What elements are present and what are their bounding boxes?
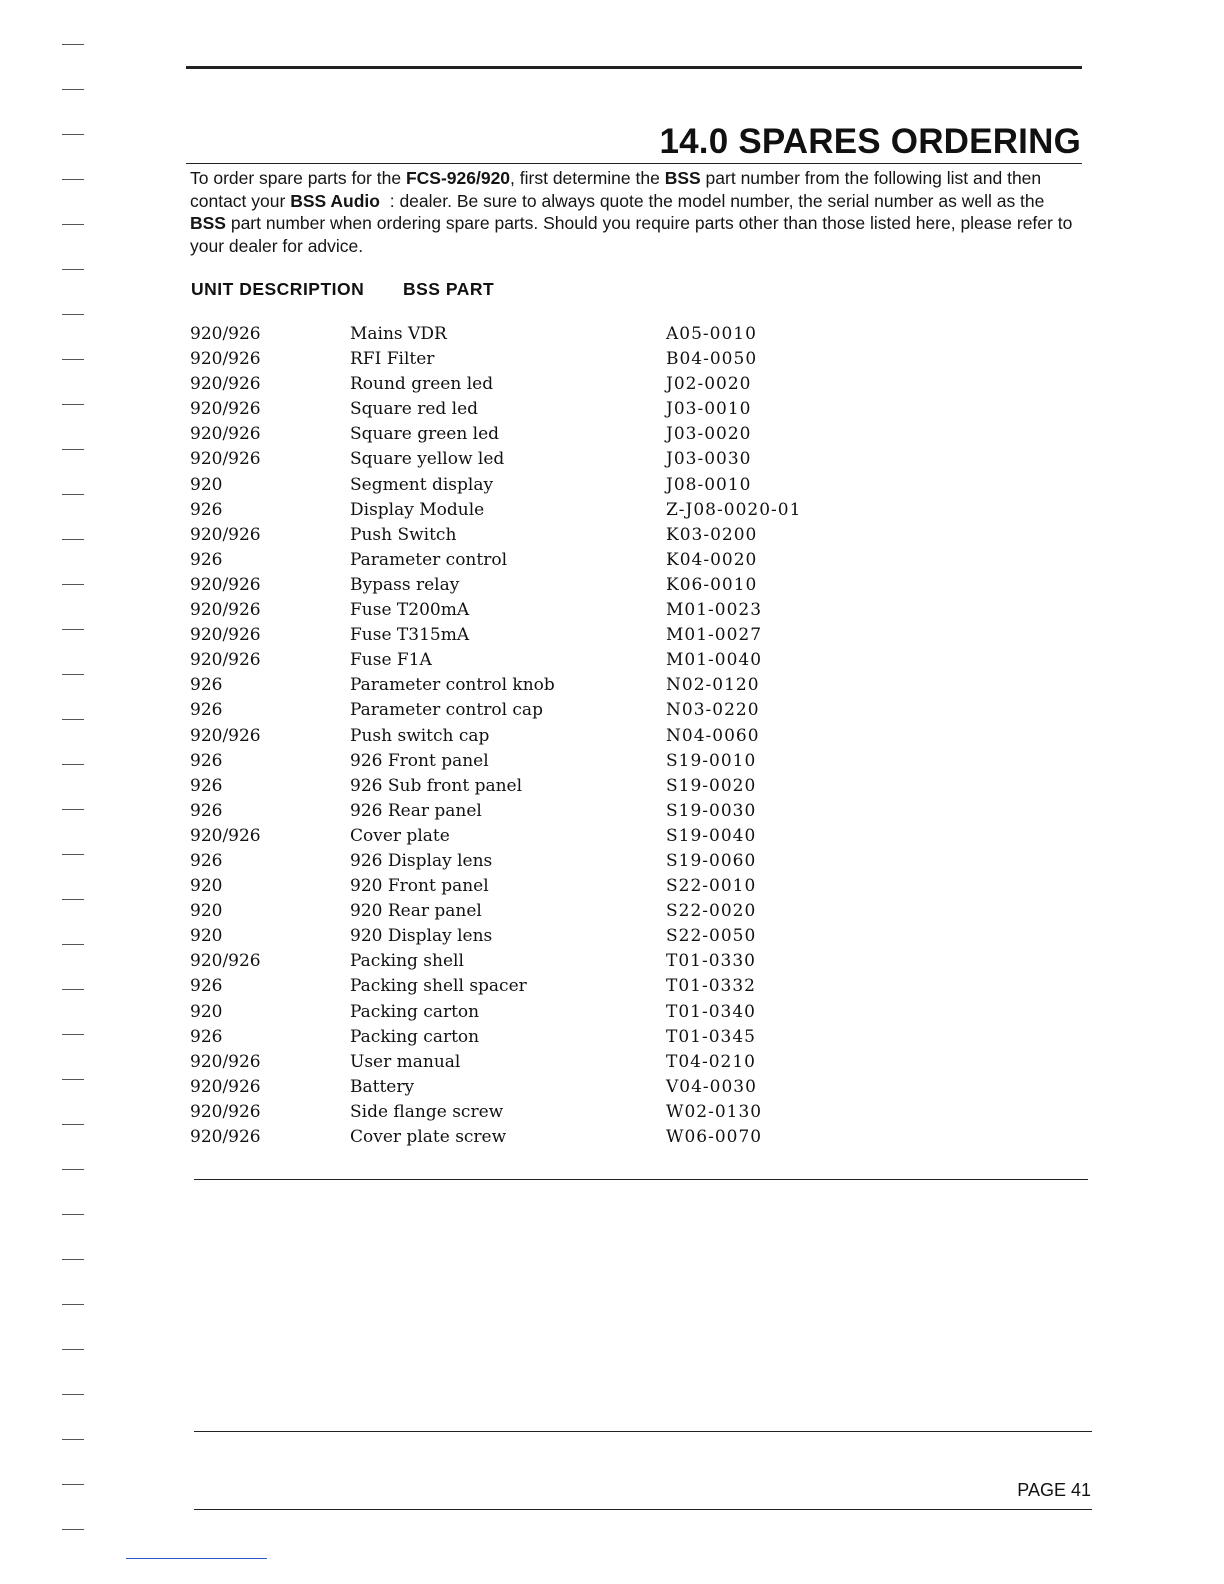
- part-number-cell: K04-0020: [666, 549, 758, 570]
- margin-tick: [62, 1439, 84, 1440]
- unit-cell: 920: [190, 876, 223, 897]
- description-cell: Packing carton: [350, 1001, 480, 1022]
- table-row: [190, 1077, 890, 1102]
- unit-cell: 920/926: [190, 374, 261, 395]
- table-row: [190, 776, 890, 801]
- footer-rule-top: [194, 1431, 1092, 1432]
- margin-tick: [62, 359, 84, 360]
- part-number-cell: J03-0020: [666, 424, 752, 445]
- unit-cell: 920/926: [190, 524, 261, 545]
- part-number-cell: M01-0023: [666, 600, 763, 621]
- table-row: [190, 625, 890, 650]
- table-row: [190, 751, 890, 776]
- description-cell: Battery: [350, 1076, 415, 1097]
- table-row: [190, 324, 890, 349]
- header-unit-description: UNIT DESCRIPTION: [191, 279, 365, 299]
- description-cell: Push switch cap: [350, 725, 490, 746]
- table-row: [190, 575, 890, 600]
- description-cell: Parameter control cap: [350, 700, 543, 721]
- unit-cell: 920/926: [190, 725, 261, 746]
- part-number-cell: T04-0210: [666, 1051, 756, 1072]
- unit-cell: 920/926: [190, 1076, 261, 1097]
- description-cell: Bypass relay: [350, 574, 460, 595]
- part-number-cell: J03-0010: [666, 399, 752, 420]
- section-title: 14.0 SPARES ORDERING: [659, 122, 1081, 161]
- part-number-cell: J08-0010: [666, 474, 752, 495]
- table-row: [190, 650, 890, 675]
- table-row: [190, 826, 890, 851]
- unit-cell: 926: [190, 976, 223, 997]
- unit-cell: 920/926: [190, 951, 261, 972]
- margin-tick: [62, 764, 84, 765]
- part-number-cell: S22-0020: [666, 901, 757, 922]
- table-row: [190, 500, 890, 525]
- part-number-cell: B04-0050: [666, 349, 758, 370]
- part-number-cell: M01-0027: [666, 625, 763, 646]
- margin-tick: [62, 539, 84, 540]
- table-row: [190, 1102, 890, 1127]
- unit-cell: 920: [190, 474, 223, 495]
- part-number-cell: Z-J08-0020-01: [666, 499, 802, 520]
- part-number-cell: K03-0200: [666, 524, 758, 545]
- table-row: [190, 901, 890, 926]
- corner-blue-rule: [126, 1558, 267, 1559]
- description-cell: 926 Display lens: [350, 850, 493, 871]
- margin-tick: [62, 719, 84, 720]
- margin-tick: [62, 1304, 84, 1305]
- unit-cell: 926: [190, 1026, 223, 1047]
- unit-cell: 926: [190, 800, 223, 821]
- table-row: [190, 926, 890, 951]
- part-number-cell: S22-0050: [666, 926, 757, 947]
- description-cell: Packing shell spacer: [350, 976, 527, 997]
- description-cell: Mains VDR: [350, 324, 447, 344]
- description-cell: Packing shell: [350, 951, 464, 972]
- brand-name: BSS Audio: [290, 190, 380, 211]
- description-cell: 920 Display lens: [350, 926, 493, 947]
- unit-cell: 926: [190, 750, 223, 771]
- table-row: [190, 1127, 890, 1152]
- part-number-cell: S19-0020: [666, 775, 757, 796]
- description-cell: Push Switch: [350, 524, 457, 545]
- intro-paragraph: To order spare parts for the FCS-926/920, first determine the BSS part number from the following list and then contact your BSS Audio : dealer. Be sure to always quote the model number, the serial number as well as the BSS part number when ordering spare parts. Should you require parts other than those listed here, please refer to your dealer for advice.: [190, 168, 1073, 256]
- table-row: [190, 550, 890, 575]
- unit-cell: 920: [190, 926, 223, 947]
- description-cell: Square red led: [350, 399, 479, 420]
- unit-cell: 920/926: [190, 1051, 261, 1072]
- description-cell: RFI Filter: [350, 349, 435, 370]
- description-cell: Round green led: [350, 374, 494, 395]
- table-end-rule: [194, 1179, 1088, 1180]
- table-row: [190, 801, 890, 826]
- margin-tick: [62, 269, 84, 270]
- part-number-cell: T01-0340: [666, 1001, 756, 1022]
- table-row: [190, 449, 890, 474]
- table-row: [190, 700, 890, 725]
- part-number-cell: S19-0060: [666, 850, 757, 871]
- unit-cell: 920/926: [190, 625, 261, 646]
- margin-tick: [62, 1394, 84, 1395]
- description-cell: Fuse F1A: [350, 650, 432, 671]
- table-row: [190, 976, 890, 1001]
- description-cell: 926 Front panel: [350, 750, 489, 771]
- unit-cell: 926: [190, 850, 223, 871]
- part-number-cell: S19-0040: [666, 825, 757, 846]
- part-number-cell: K06-0010: [666, 574, 758, 595]
- footer-rule-bottom: [194, 1509, 1092, 1510]
- title-underline: [186, 163, 1082, 164]
- description-cell: Square green led: [350, 424, 500, 445]
- part-number-cell: T01-0345: [666, 1026, 756, 1047]
- unit-cell: 920/926: [190, 1101, 261, 1122]
- table-row: [190, 675, 890, 700]
- header-bss-part: BSS PART: [403, 279, 495, 299]
- unit-cell: 926: [190, 675, 223, 696]
- table-row: [190, 424, 890, 449]
- part-number-cell: A05-0010: [666, 324, 757, 344]
- part-number-cell: J02-0020: [666, 374, 752, 395]
- margin-tick: [62, 179, 84, 180]
- top-rule: [186, 66, 1082, 69]
- margin-tick: [62, 1034, 84, 1035]
- part-number-cell: M01-0040: [666, 650, 763, 671]
- margin-tick: [62, 1529, 84, 1530]
- part-number-cell: N04-0060: [666, 725, 760, 746]
- table-row: [190, 951, 890, 976]
- margin-tick: [62, 89, 84, 90]
- unit-cell: 920/926: [190, 449, 261, 470]
- table-row: [190, 525, 890, 550]
- description-cell: Cover plate screw: [350, 1127, 507, 1147]
- table-row: [190, 1027, 890, 1052]
- part-number-cell: T01-0332: [666, 976, 756, 997]
- description-cell: Parameter control knob: [350, 675, 555, 696]
- margin-tick: [62, 449, 84, 450]
- table-row: [190, 349, 890, 374]
- description-cell: Parameter control: [350, 549, 508, 570]
- part-number-cell: S19-0030: [666, 800, 757, 821]
- margin-tick: [62, 809, 84, 810]
- unit-cell: 920: [190, 1001, 223, 1022]
- table-row: [190, 876, 890, 901]
- page-number: PAGE 41: [1017, 1480, 1091, 1500]
- unit-cell: 920/926: [190, 424, 261, 445]
- margin-tick: [62, 314, 84, 315]
- margin-tick: [62, 134, 84, 135]
- margin-tick: [62, 494, 84, 495]
- margin-tick: [62, 1214, 84, 1215]
- part-number-cell: W02-0130: [666, 1101, 763, 1122]
- margin-tick: [62, 1169, 84, 1170]
- description-cell: Cover plate: [350, 825, 450, 846]
- margin-tick: [62, 674, 84, 675]
- table-row: [190, 851, 890, 876]
- table-row: [190, 475, 890, 500]
- unit-cell: 920: [190, 901, 223, 922]
- margin-tick: [62, 584, 84, 585]
- margin-tick: [62, 989, 84, 990]
- table-row: [190, 1052, 890, 1077]
- part-number-cell: S22-0010: [666, 876, 757, 897]
- unit-cell: 920/926: [190, 349, 261, 370]
- parts-table: [190, 324, 890, 1152]
- margin-tick: [62, 1079, 84, 1080]
- binding-margin-marks: [62, 0, 92, 1584]
- margin-tick: [62, 899, 84, 900]
- description-cell: Side flange screw: [350, 1101, 504, 1122]
- description-cell: Packing carton: [350, 1026, 480, 1047]
- table-row: [190, 399, 890, 424]
- table-row: [190, 600, 890, 625]
- description-cell: Display Module: [350, 499, 485, 520]
- unit-cell: 920/926: [190, 574, 261, 595]
- unit-cell: 920/926: [190, 650, 261, 671]
- unit-cell: 926: [190, 775, 223, 796]
- description-cell: 920 Front panel: [350, 876, 489, 897]
- description-cell: Fuse T315mA: [350, 625, 470, 646]
- margin-tick: [62, 44, 84, 45]
- table-row: [190, 1002, 890, 1027]
- unit-cell: 920/926: [190, 324, 261, 344]
- part-number-cell: T01-0330: [666, 951, 756, 972]
- part-number-cell: J03-0030: [666, 449, 752, 470]
- part-number-cell: V04-0030: [666, 1076, 757, 1097]
- margin-tick: [62, 854, 84, 855]
- description-cell: Segment display: [350, 474, 494, 495]
- margin-tick: [62, 1259, 84, 1260]
- unit-cell: 920/926: [190, 399, 261, 420]
- description-cell: 926 Rear panel: [350, 800, 482, 821]
- part-number-cell: N03-0220: [666, 700, 760, 721]
- unit-cell: 926: [190, 700, 223, 721]
- margin-tick: [62, 1124, 84, 1125]
- description-cell: 920 Rear panel: [350, 901, 482, 922]
- table-row: [190, 726, 890, 751]
- margin-tick: [62, 944, 84, 945]
- unit-cell: 920/926: [190, 825, 261, 846]
- description-cell: Fuse T200mA: [350, 600, 470, 621]
- part-number-cell: N02-0120: [666, 675, 760, 696]
- part-number-cell: S19-0010: [666, 750, 757, 771]
- table-row: [190, 374, 890, 399]
- unit-cell: 920/926: [190, 1127, 261, 1147]
- margin-tick: [62, 1349, 84, 1350]
- description-cell: 926 Sub front panel: [350, 775, 523, 796]
- margin-tick: [62, 224, 84, 225]
- margin-tick: [62, 629, 84, 630]
- unit-cell: 926: [190, 499, 223, 520]
- description-cell: User manual: [350, 1051, 461, 1072]
- margin-tick: [62, 404, 84, 405]
- unit-cell: 926: [190, 549, 223, 570]
- part-number-cell: W06-0070: [666, 1127, 763, 1147]
- description-cell: Square yellow led: [350, 449, 505, 470]
- margin-tick: [62, 1484, 84, 1485]
- unit-cell: 920/926: [190, 600, 261, 621]
